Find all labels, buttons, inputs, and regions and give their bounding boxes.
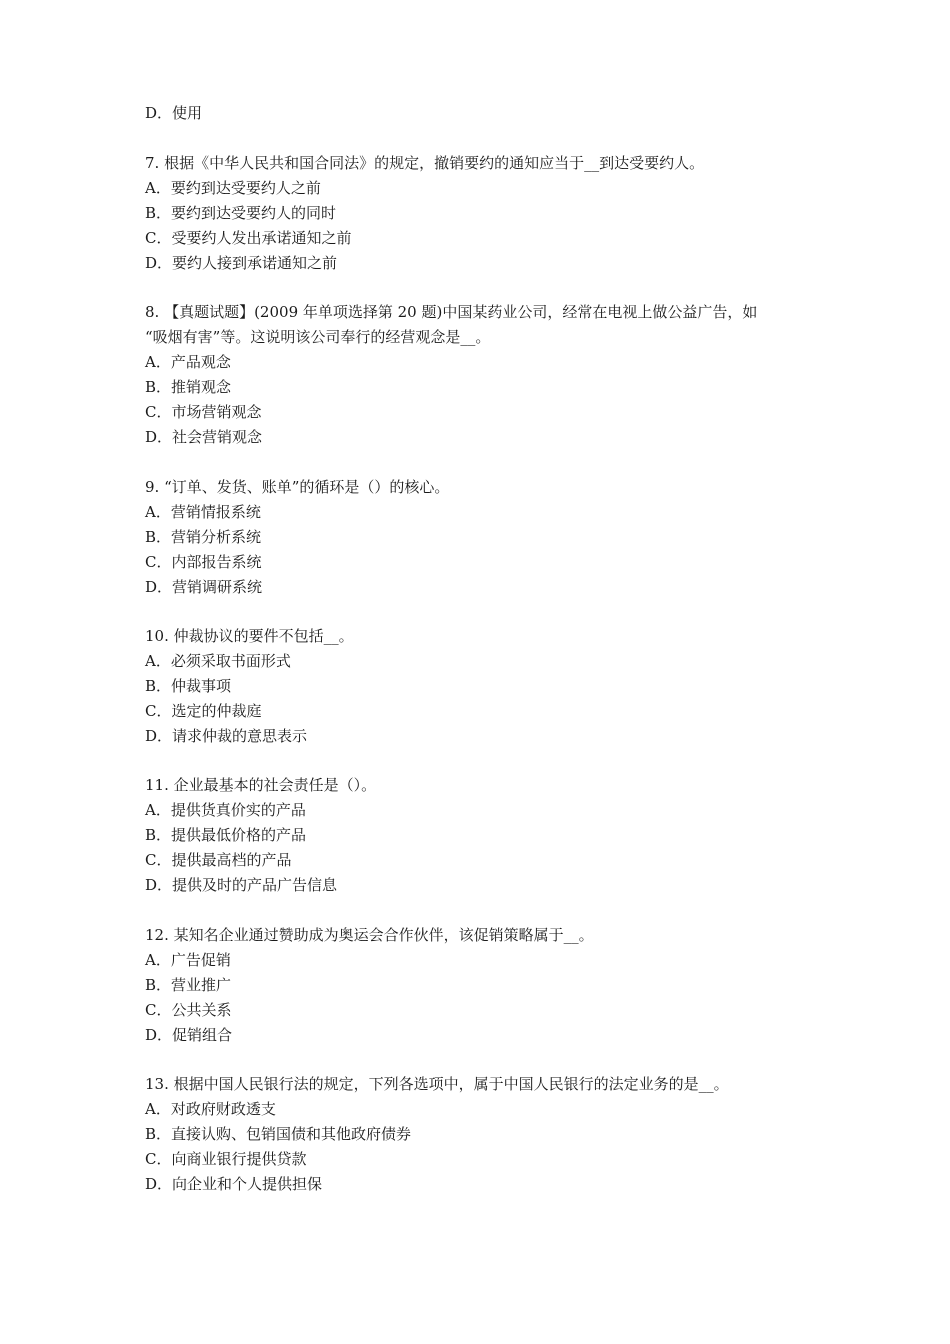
option-c-q7: C．受要约人发出承诺通知之前 [145, 229, 352, 247]
option-b-q13: B．直接认购、包销国债和其他政府债券 [145, 1125, 412, 1143]
option-a-q8: A．产品观念 [145, 353, 231, 371]
option-c-q11: C．提供最高档的产品 [145, 851, 292, 869]
option-d-q9: D．营销调研系统 [145, 578, 263, 596]
option-a-q10: A．必须采取书面形式 [145, 652, 291, 670]
option-d-q11: D．提供及时的产品广告信息 [145, 876, 338, 894]
option-b-q7: B．要约到达受要约人的同时 [145, 204, 337, 222]
option-c-q8: C．市场营销观念 [145, 403, 262, 421]
option-d-q8: D．社会营销观念 [145, 428, 263, 446]
option-a-q11: A．提供货真价实的产品 [145, 801, 306, 819]
option-a-q9: A．营销情报系统 [145, 503, 261, 521]
question-12: 12. 某知名企业通过赞助成为奥运会合作伙伴，该促销策略属于__。 [145, 926, 594, 944]
option-c-q13: C．向商业银行提供贷款 [145, 1150, 307, 1168]
option-b-q10: B．仲裁事项 [145, 677, 232, 695]
option-a-q12: A．广告促销 [145, 951, 231, 969]
question-7: 7. 根据《中华人民共和国合同法》的规定，撤销要约的通知应当于__到达受要约人。 [145, 154, 705, 172]
option-d-q13: D．向企业和个人提供担保 [145, 1175, 323, 1193]
option-c-q12: C．公共关系 [145, 1001, 232, 1019]
option-c-q10: C．选定的仲裁庭 [145, 702, 262, 720]
option-d-q10: D．请求仲裁的意思表示 [145, 727, 308, 745]
option-c-q9: C．内部报告系统 [145, 553, 262, 571]
question-8: 8. 【真题试题】(2009 年单项选择第 20 题)中国某药业公司，经常在电视上做公益广告，如 [145, 303, 758, 321]
option-d-q6: D．使用 [145, 104, 203, 122]
option-a-q7: A．要约到达受要约人之前 [145, 179, 321, 197]
option-b-q9: B．营销分析系统 [145, 528, 262, 546]
option-b-q8: B．推销观念 [145, 378, 232, 396]
option-d-q7: D．要约人接到承诺通知之前 [145, 254, 338, 272]
question-8-continued: “吸烟有害”等。这说明该公司奉行的经营观念是__。 [145, 328, 491, 346]
option-a-q13: A．对政府财政透支 [145, 1100, 276, 1118]
option-d-q12: D．促销组合 [145, 1026, 233, 1044]
option-b-q11: B．提供最低价格的产品 [145, 826, 307, 844]
question-9: 9. “订单、发货、账单”的循环是（）的核心。 [145, 478, 450, 496]
question-13: 13. 根据中国人民银行法的规定，下列各选项中，属于中国人民银行的法定业务的是__。 [145, 1075, 729, 1093]
option-b-q12: B．营业推广 [145, 976, 232, 994]
question-11: 11. 企业最基本的社会责任是（）。 [145, 776, 377, 794]
question-10: 10. 仲裁协议的要件不包括__。 [145, 627, 354, 645]
